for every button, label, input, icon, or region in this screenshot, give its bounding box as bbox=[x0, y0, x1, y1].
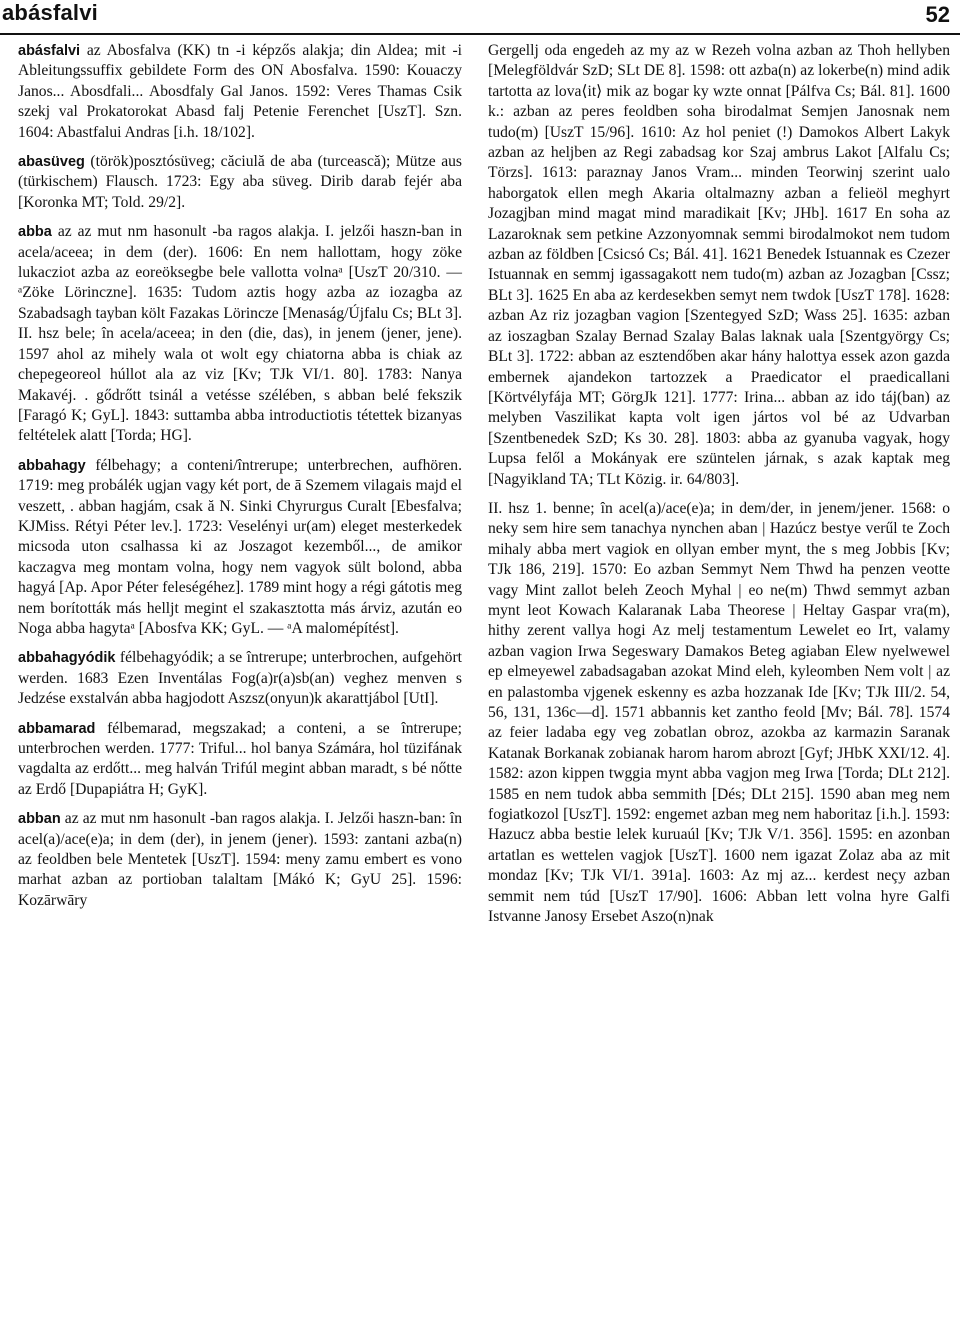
entry-text: az az mut nm hasonult -ba ragos alakja. I. jelzői haszn-ban in acela/aceea; in dem (der). 1606: En nem hallottam, hogy zöke lukacziot azba az eoreöksegbe bele vallotta volnaᵃ [UszT 20/310. — ᵃZöke Lörinczne]. 1635: Tudom aztis hogy azba az iozagba az Szabadsagh tayban költ Fazakas Lörincze [Menaság/Újfalu Cs; BLt 3]. II. hsz bele; în acela/aceea; in den (die, das), in jenem (jener, jene). 1597 ahol az mihely wala ot wolt egy chiatorna abba is chiak az chepegeoreol húllot ala az viz [Kv; TJk VI/1. 80]. 1783: Nanya Makavéj. . gődrőtt tsinál a vetésse szélében, s abban belé fekszik [Faragó K; GyL]. 1843: suttamba abba introductiotis tétettek bizanyas feltételek alatt [Torda; HG]. bbox=[18, 223, 462, 445]
headword: abbahagy bbox=[18, 457, 86, 474]
entry-text: félbehagyódik; a se întrerupe; unterbrochen, aufgehört werden. 1683 Ezen Inventálas Fog(a)r(a)sb(an) veghez menven s Jedzése exstalván abba hagjodott Aszsz(onyun)k akarattjábol [UtI]. bbox=[18, 649, 462, 708]
dictionary-entry bbox=[18, 648, 462, 709]
left-column bbox=[18, 41, 462, 920]
entry-section: II. hsz 1. benne; în acel(a)/ace(e)a; in dem/der, in jenem/jener. 1568: o neky sem hire sem tanachya nynchen aban | Hazúcz bestye verűl te Zoch mihaly abba mert vagiok en ollyan ember mynt, the s meg Jobbis [Kv; TJk 186, 219]. 1570: Eo azban Semmyt Nem Thwd ha penzen veotte vagy Mint zallot beleh Zeoch Myhal | eo ne(m) Thwd semmyt azban mynt leot Kowach Kalaranak Laba Theorese | Heltay Gaspar vra(m), hithy zerent vallya hogi Az melj testamentum Lewelet eo Irt, valamy azban vagion Irwa Segeswary Damakos Beteg agiaban Elew nyelwewel ep elmeyewel zabadsagaban azokat Mind eleh, kyleomben Nem volt | az en palastomba vjgenek eskenny es azba hozzanak Ide [Kv; TJk III/2. 54, 56, 131, 136c—d]. 1571 abbannis ket zantho feold [Mv; Bál. 78]. 1574 az feier ladaba egy veg zobatlan obroz, azokba az karmazin Saranak Katanak Borkanak zobianak harom harom abrozt [Gyf; JHbK XXI/12. 4]. 1582: azon kippen twggia mynt abba vagjon meg Irwa [Torda; DLt 212]. 1585 en nem tudok abba semmith [Dés; DLt 215]. 1590 aban meg nem fogiatkozol [UszT]. 1592: engemet azban meg nem haboritaz [i.h.]. 1593: Hazucz abba bestie lelek kuruaúl [Kv; TJk V/1. 356]. 1595: en azonban artatlan es wettelen vagjok [UszT]. 1600 nem igazat Zolaz aba az mit mondaz [Kv; TJk VI/1. 391a]. 1603: Az mj az... kerdest neçy azban semmit nem túd [UszT 17/90]. 1606: Abban lett volna hyre Galfi Istvanne Janosy Ersebet Aszo(n)nak bbox=[488, 499, 950, 926]
headword: abasüveg bbox=[18, 154, 85, 171]
dictionary-entry bbox=[18, 152, 462, 213]
page-number: 52 bbox=[925, 2, 950, 27]
header-rule bbox=[0, 33, 960, 35]
headword: abásfalvi bbox=[18, 43, 81, 59]
dictionary-entry bbox=[18, 41, 462, 143]
entry-continuation: Gergellj oda engedeh az my az w Rezeh volna azban az Thoh hellyben [Melegföldvár SzD; SLt DE 8]. 1598: ott azba(n) az lokerbe(n) mind adik tartotta az lova⟨it⟩ mik az bogar ky wzte onnat [Pálfva Cs; Bál. 81]. 1600 k.: azban az peres feoldben soha birodalmat Semjen Janosnak nem tudo(m) [UszT 15/96]. 1610: Az hol peniet (!) Damokos Albert Lakyk azban az heljben az Regi zabadsag kor Szaj ambrus Lakot [Alfalu Cs; Törzs]. 1613: paraznay Janos Vram... minden Teorwinj szerint ualo haborgatok ellen megh Akaria oltalmazny azban a felieöl meghyrt Jozagjban mind magat mind maradikait [Kv; JHb]. 1617 En soha az Lazaroknak sem petkine Azzonyomnak semmi birodalmokot nem tudom azban az földben [Csicsó Cs; Bál. 41]. 1621 Benedek Istuannak es Czezer Istuannak en semmj igassagakott nem tudo(m) azban az Jozagban [Cssz; BLt 3]. 1625 En aba az kerdesekben semyt nem twdok [UszT 178]. 1628: azban Az riz jozagban vagion [Szentegyed SzD; Wass 25]. 1635: azban az ioszagban Szalay Bernad Szalay Balas laknak uala [Szentgyörgy Cs; BLt 3]. 1722: abban az esztendőben akar hány halottya essek azon gazda embernek ajandekon tartozzek a Praedicator el praedicallani [Körtvélyfája MT; GörgJk 121]. 1777: Irina... abban az ido táj(ban) az melyben Vaszilikat kapta volt igen jártos vol bé az Udvarban [Szentbenedek SzD; Ks 30. 28]. 1803: abba az gyanuba vagyak, hogy Lupsa felől a Mokányak ere szüntelen járnak, s azak kaptak meg [Nagyikland TA; TLt Közig. ir. 64/803]. bbox=[488, 42, 950, 488]
headword: abban bbox=[18, 811, 61, 828]
headword: abba bbox=[18, 224, 52, 241]
dictionary-entry bbox=[18, 222, 462, 446]
page-header bbox=[0, 0, 960, 34]
entry-text: félbehagy; a conteni/întrerupe; unterbrechen, aufhören. 1719: meg probálék ugjan vagy két port, de ā Szemem vilagais majd el veszett, . abban hagjám, csak ă N. Sinki Chyrurgus Curalt [Ebesfalva; KJMiss. Rétyi Péter lev.]. 1723: Veselényi ur(am) eleget mesterkedek micsoda uton csalhassa ki az Joszagot kezemből..., de amikor kaczagva meg montam volna, hogy nem vagyok sült bolond, abba hagyá [Ap. Apor Péter feleségéhez]. 1789 mint hogy a régi gátotis meg nem borították más helljt megint el szakasztotta más árviz, azután eo Noga abba hagytaᵃ [Abosfva KK; GyL. — ᵃA malomépítést]. bbox=[18, 456, 462, 637]
dictionary-entry bbox=[18, 456, 462, 640]
entry-text: az az mut nm hasonult -ban ragos alakja. I. Jelzői haszn-ban: în acel(a)/ace(e)a; in dem (der), in jenem (jener). 1593: zantani azba(n) az feoldben bele Mentetek [UszT]. 1594: meny zamu embert es vono marhat azban az portioban talaltam [Mákó K; GyU 25]. 1596: Kozārwāry bbox=[18, 810, 462, 909]
dictionary-entry bbox=[18, 719, 462, 801]
headword: abbamarad bbox=[18, 720, 96, 737]
right-column bbox=[488, 41, 950, 936]
dictionary-entry bbox=[18, 809, 462, 911]
entry-text: az Abosfalva (KK) tn -i képzős alakja; din Aldea; mit -i Ableitungssuffix gebildete Form des ON Abosfalva. 1590: Kouaczy Janos... Abosdfali... Abosdfaly Gal Janos. 1592: Veres Thamas Csik szekj val Prokatorokat Abasd falj Petenie Ferenchet [UszT]. Szn. 1604: Abastfalui Andras [i.h. 18/102]. bbox=[18, 42, 462, 141]
headword: abbahagyódik bbox=[18, 650, 116, 667]
entry-text: (török)posztósüveg; căciulă de aba (turcească); Mütze aus (türkischem) Flausch. 1723: Egy aba süveg. Dirib darab fejér aba [Koronka MT; Told. 29/2]. bbox=[18, 153, 462, 211]
entry-text: félbemarad, megszakad; a conteni, a se întrerupe; unterbrochen werden. 1777: Triful... hol banya Számára, hol tüzifának vagdalta az erdőtt... meg halván Trifúl megint abban maradt, s bé nőtte az Erdő [Dupapiátra H; GyK]. bbox=[18, 719, 462, 798]
running-head: abásfalvi bbox=[2, 0, 98, 25]
